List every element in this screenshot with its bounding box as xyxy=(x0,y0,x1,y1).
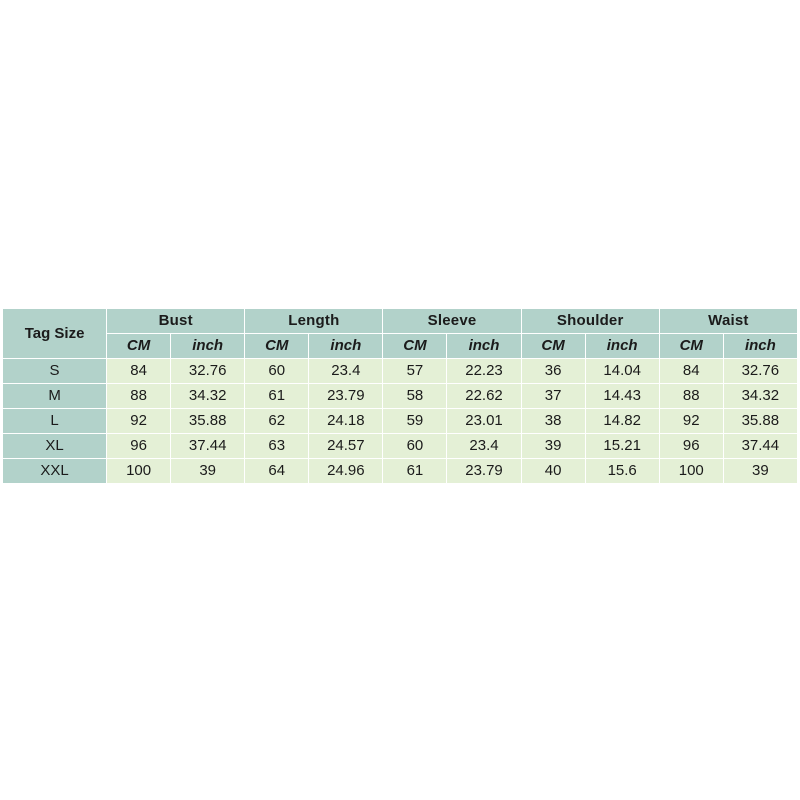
row-size-label: L xyxy=(3,409,107,434)
waist-header: Waist xyxy=(659,309,797,334)
length-cm-header: CM xyxy=(245,334,309,359)
table-row xyxy=(3,359,798,384)
cell-bust-cm: 100 xyxy=(107,459,171,484)
cell-shoulder-inch: 15.21 xyxy=(585,434,659,459)
table-row xyxy=(3,384,798,409)
row-size-label: S xyxy=(3,359,107,384)
waist-inch-header: inch xyxy=(723,334,797,359)
cell-shoulder-cm: 39 xyxy=(521,434,585,459)
cell-shoulder-inch: 14.04 xyxy=(585,359,659,384)
cell-shoulder-cm: 40 xyxy=(521,459,585,484)
cell-bust-cm: 84 xyxy=(107,359,171,384)
cell-waist-cm: 84 xyxy=(659,359,723,384)
cell-waist-inch: 39 xyxy=(723,459,797,484)
cell-sleeve-inch: 23.79 xyxy=(447,459,521,484)
cell-sleeve-inch: 23.4 xyxy=(447,434,521,459)
cell-waist-inch: 37.44 xyxy=(723,434,797,459)
cell-length-inch: 24.18 xyxy=(309,409,383,434)
cell-sleeve-cm: 60 xyxy=(383,434,447,459)
cell-waist-cm: 100 xyxy=(659,459,723,484)
sleeve-cm-header: CM xyxy=(383,334,447,359)
cell-bust-inch: 32.76 xyxy=(171,359,245,384)
cell-sleeve-cm: 58 xyxy=(383,384,447,409)
tag-size-header: Tag Size xyxy=(3,309,107,359)
cell-sleeve-inch: 23.01 xyxy=(447,409,521,434)
table-header-unit-row xyxy=(3,334,798,359)
cell-bust-cm: 96 xyxy=(107,434,171,459)
length-header: Length xyxy=(245,309,383,334)
cell-bust-inch: 35.88 xyxy=(171,409,245,434)
waist-cm-header: CM xyxy=(659,334,723,359)
shoulder-header: Shoulder xyxy=(521,309,659,334)
cell-shoulder-cm: 38 xyxy=(521,409,585,434)
cell-bust-inch: 34.32 xyxy=(171,384,245,409)
cell-sleeve-cm: 61 xyxy=(383,459,447,484)
cell-sleeve-inch: 22.62 xyxy=(447,384,521,409)
row-size-label: XL xyxy=(3,434,107,459)
cell-sleeve-cm: 57 xyxy=(383,359,447,384)
cell-shoulder-inch: 15.6 xyxy=(585,459,659,484)
cell-sleeve-inch: 22.23 xyxy=(447,359,521,384)
cell-shoulder-inch: 14.82 xyxy=(585,409,659,434)
cell-waist-cm: 96 xyxy=(659,434,723,459)
cell-sleeve-cm: 59 xyxy=(383,409,447,434)
cell-length-cm: 60 xyxy=(245,359,309,384)
cell-waist-cm: 92 xyxy=(659,409,723,434)
cell-length-inch: 24.57 xyxy=(309,434,383,459)
cell-waist-inch: 32.76 xyxy=(723,359,797,384)
shoulder-inch-header: inch xyxy=(585,334,659,359)
cell-shoulder-cm: 36 xyxy=(521,359,585,384)
cell-length-inch: 24.96 xyxy=(309,459,383,484)
cell-bust-cm: 88 xyxy=(107,384,171,409)
size-chart-table xyxy=(2,308,798,484)
cell-length-inch: 23.79 xyxy=(309,384,383,409)
bust-cm-header: CM xyxy=(107,334,171,359)
cell-shoulder-inch: 14.43 xyxy=(585,384,659,409)
length-inch-header: inch xyxy=(309,334,383,359)
cell-shoulder-cm: 37 xyxy=(521,384,585,409)
shoulder-cm-header: CM xyxy=(521,334,585,359)
sleeve-inch-header: inch xyxy=(447,334,521,359)
bust-inch-header: inch xyxy=(171,334,245,359)
table-row xyxy=(3,409,798,434)
cell-length-cm: 62 xyxy=(245,409,309,434)
cell-waist-inch: 34.32 xyxy=(723,384,797,409)
cell-length-cm: 63 xyxy=(245,434,309,459)
cell-length-cm: 64 xyxy=(245,459,309,484)
cell-waist-cm: 88 xyxy=(659,384,723,409)
table-row xyxy=(3,434,798,459)
bust-header: Bust xyxy=(107,309,245,334)
table-header-group-row xyxy=(3,309,798,334)
cell-bust-inch: 37.44 xyxy=(171,434,245,459)
table-row xyxy=(3,459,798,484)
sleeve-header: Sleeve xyxy=(383,309,521,334)
cell-length-cm: 61 xyxy=(245,384,309,409)
cell-length-inch: 23.4 xyxy=(309,359,383,384)
cell-waist-inch: 35.88 xyxy=(723,409,797,434)
cell-bust-cm: 92 xyxy=(107,409,171,434)
row-size-label: M xyxy=(3,384,107,409)
cell-bust-inch: 39 xyxy=(171,459,245,484)
row-size-label: XXL xyxy=(3,459,107,484)
